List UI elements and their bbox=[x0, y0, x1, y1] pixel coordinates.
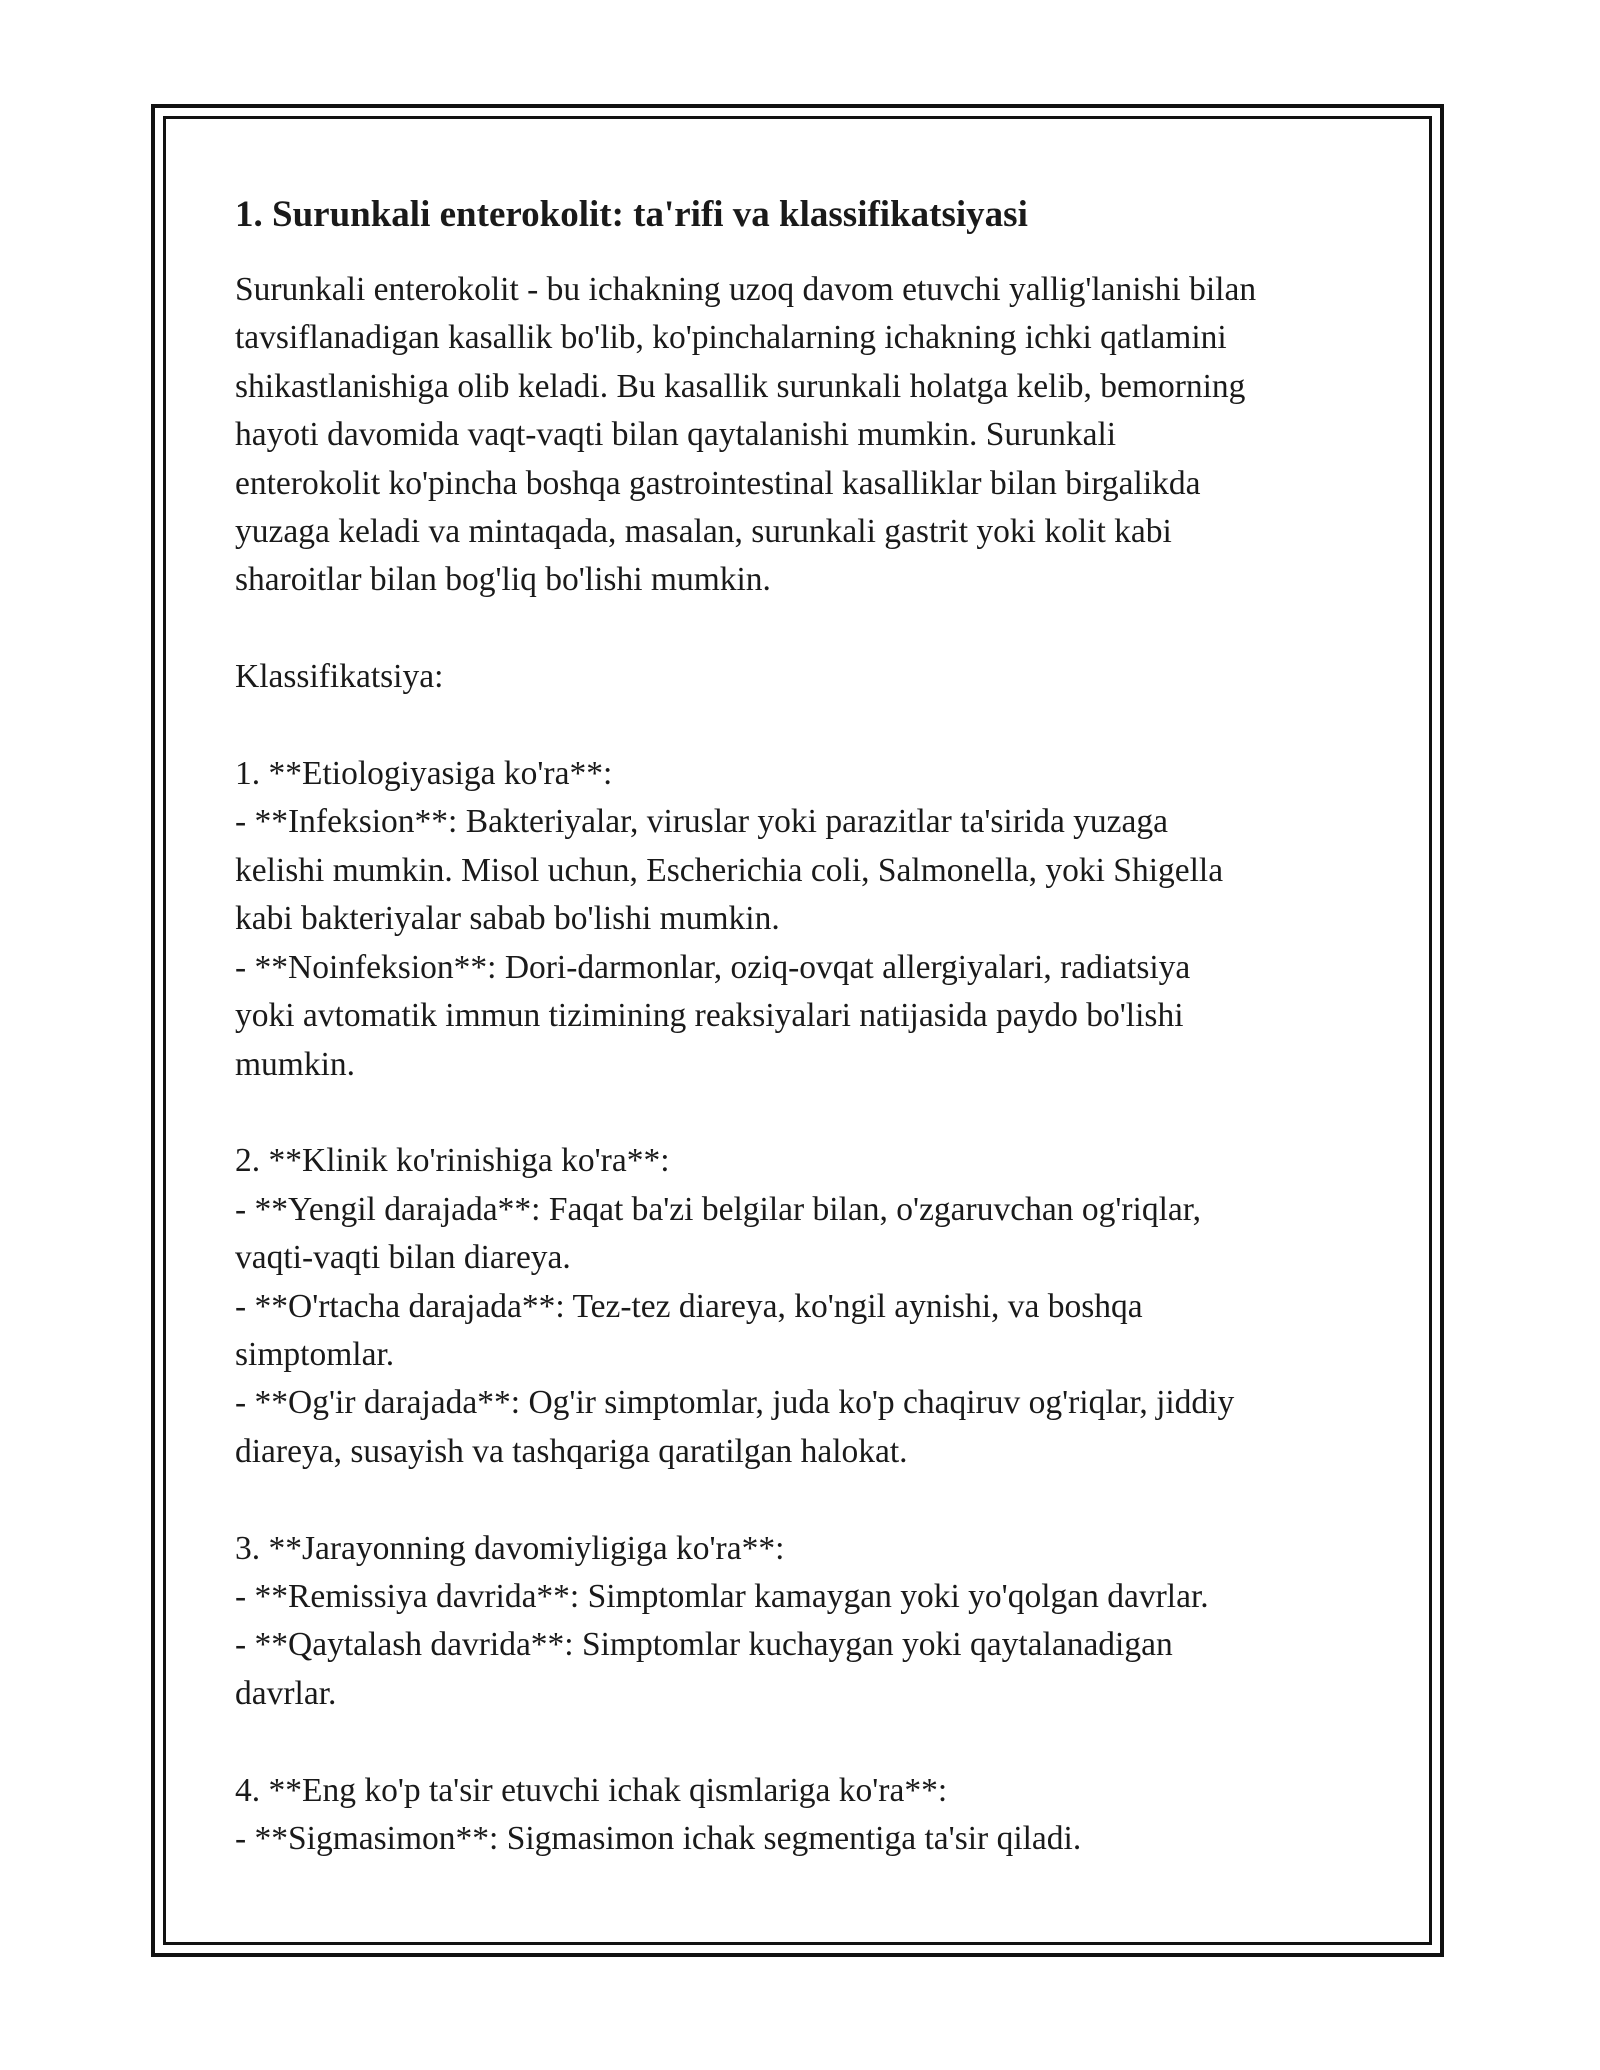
list-item: - **Remissiya davrida**: Simptomlar kamaygan yoki yo'qolgan davrlar. bbox=[235, 1577, 1209, 1615]
section-title: 1. **Etiologiyasiga ko'ra**: bbox=[235, 755, 613, 793]
list-item: - **Infeksion**: Bakteriyalar, viruslar yoki parazitlar ta'sirida yuzaga kelishi mumkin. Misol uchun, Escherichia coli, Salmonella, yoki Shigella kabi bakteriyalar sabab bo'lishi mumkin. bbox=[235, 803, 1224, 938]
list-item: - **Sigmasimon**: Sigmasimon ichak segmentiga ta'sir qiladi. bbox=[235, 1820, 1082, 1857]
section-title: 3. **Jarayonning davomiyligiga ko'ra**: bbox=[235, 1529, 785, 1567]
classification-label: Klassifikatsiya: bbox=[235, 658, 444, 696]
list-item: - **O'rtacha darajada**: Tez-tez diareya, ko'ngil aynishi, va boshqa simptomlar. bbox=[235, 1287, 1143, 1373]
blank-line bbox=[235, 1089, 1365, 1137]
intro-paragraph: Surunkali enterokolit - bu ichakning uzoq davom etuvchi yallig'lanishi bilan tavsiflanadigan kasallik bo'lib, ko'pinchalarning ichakning ichki qatlamini shikastlanishiga olib keladi. Bu kasallik surunkali holatga kelib, bemorning hayoti davomida vaqt-vaqti bilan qaytalanishi mumkin. Surunkali enterokolit ko'pincha boshqa gastrointestinal kasalliklar bilan birgalikda yuzaga keladi va mintaqada, masalan, surunkali gastrit yoki kolit kabi sharoitlar bilan bog'liq bo'lishi mumkin. bbox=[235, 271, 1257, 599]
list-item: - **Og'ir darajada**: Og'ir simptomlar, juda ko'p chaqiruv og'riqlar, jiddiy diareya, susayish va tashqariga qaratilgan halokat. bbox=[235, 1384, 1235, 1470]
section-title: 2. **Klinik ko'rinishiga ko'ra**: bbox=[235, 1142, 670, 1180]
blank-line bbox=[235, 1718, 1365, 1766]
document-heading: 1. Surunkali enterokolit: ta'rifi va klassifikatsiyasi bbox=[235, 194, 1028, 235]
blank-line bbox=[235, 702, 1365, 750]
blank-line bbox=[235, 605, 1365, 653]
section-title: 4. **Eng ko'p ta'sir etuvchi ichak qismlariga ko'ra**: bbox=[235, 1771, 948, 1809]
list-item: - **Noinfeksion**: Dori-darmonlar, oziq-ovqat allergiyalari, radiatsiya yoki avtomatik immun tizimining reaksiyalari natijasida paydo bo'lishi mumkin. bbox=[235, 948, 1191, 1083]
list-item: - **Yengil darajada**: Faqat ba'zi belgilar bilan, o'zgaruvchan og'riqlar, vaqti-vaqti bilan diareya. bbox=[235, 1190, 1201, 1277]
list-item: - **Qaytalash davrida**: Simptomlar kuchaygan yoki qaytalanadigan davrlar. bbox=[235, 1626, 1173, 1712]
document-body bbox=[235, 182, 1365, 1863]
blank-line bbox=[235, 1476, 1365, 1524]
